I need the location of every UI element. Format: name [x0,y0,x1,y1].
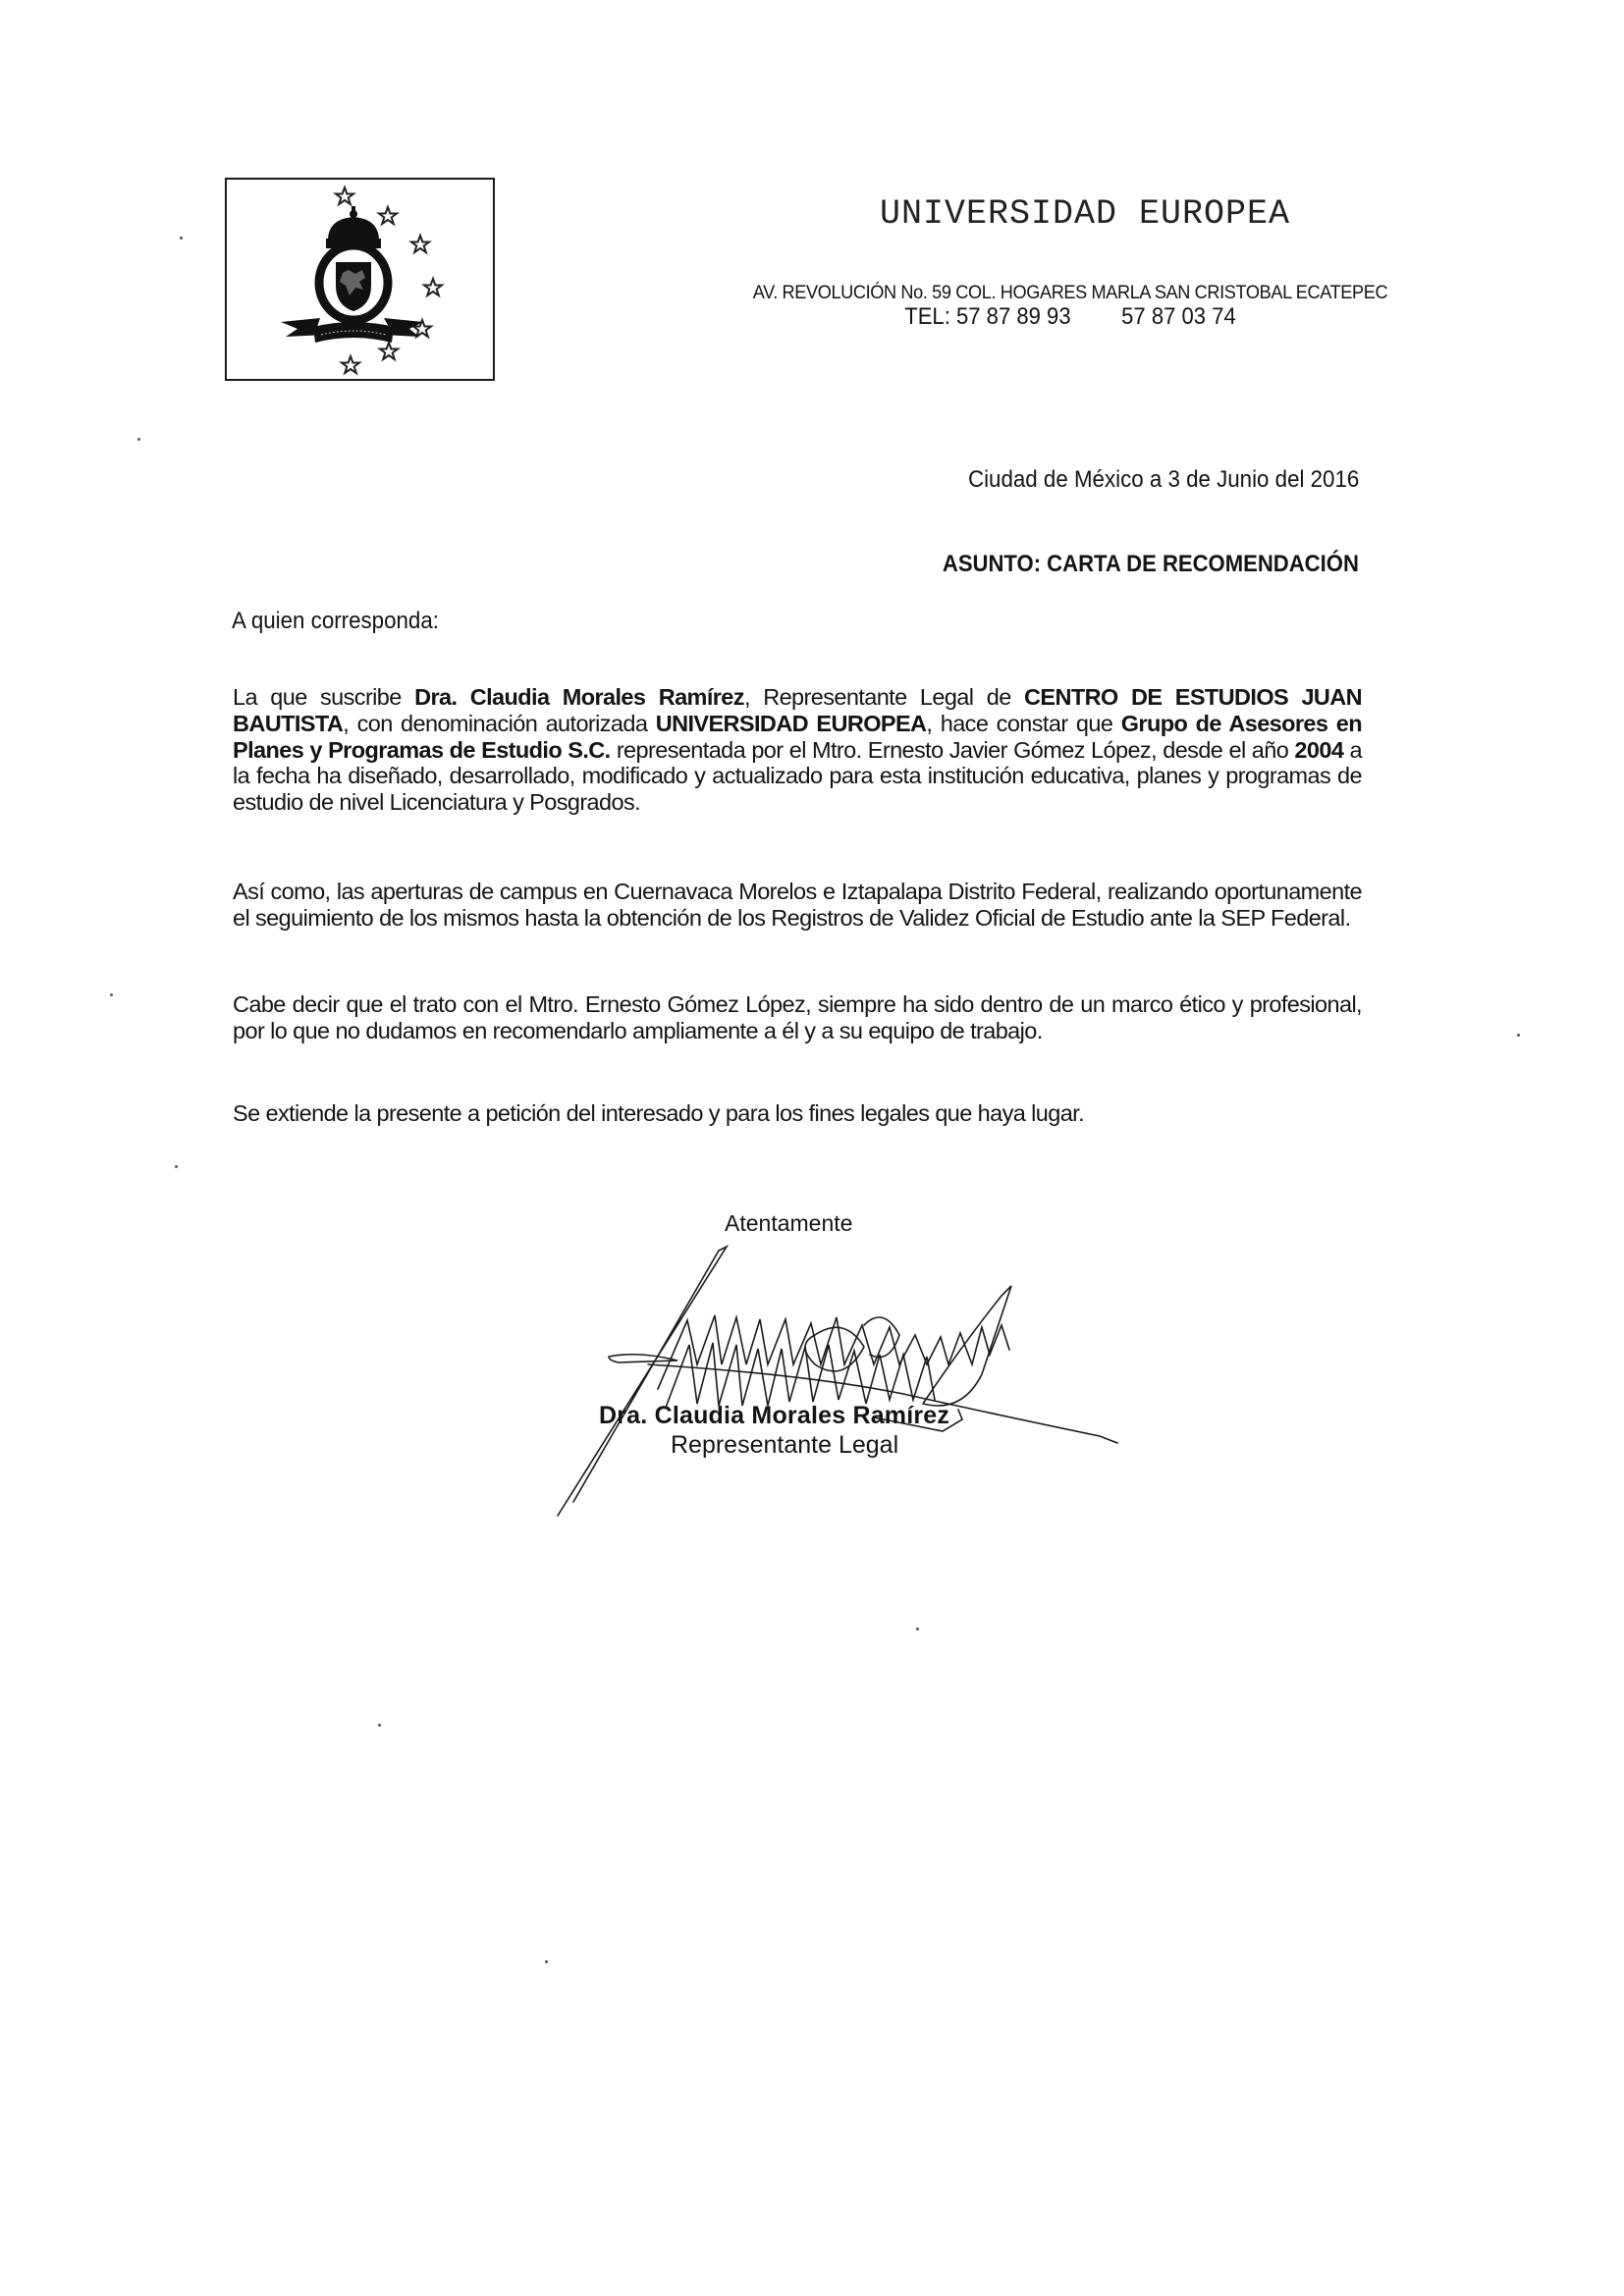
body-paragraph-2: Así como, las aperturas de campus en Cuernavaca Morelos e Iztapalapa Distrito Federal, realizando oportunamente el seguimiento de los mismos hasta la obtención de los Registros de Validez Oficial de Estudio ante la SEP Federal. [233,879,1362,931]
scan-speck [1517,1034,1520,1037]
bold-run: 2004 [1294,736,1344,763]
closing: Atentamente [725,1210,853,1236]
star-icon [342,356,359,373]
text-run: , Representante Legal de [743,684,1025,710]
scan-speck [916,1628,919,1630]
bold-run: UNIVERSIDAD EUROPEA [655,710,927,736]
text-run: La que suscribe [233,684,415,710]
phone-secondary: 57 87 03 74 [1121,303,1236,330]
date-line: Ciudad de México a 3 de Junio del 2016 [967,466,1359,493]
subject-line: ASUNTO: CARTA DE RECOMENDACIÓN [942,551,1359,577]
university-crest-icon [227,180,492,378]
star-icon [411,236,429,252]
handwritten-signature-icon [550,1217,1159,1541]
institution-phones [718,303,1423,331]
body-paragraph-1 [233,684,1362,816]
scan-speck [137,438,140,441]
scan-speck [110,993,113,996]
logo-frame [225,178,495,381]
institution-name: UNIVERSIDAD EUROPEA [879,194,1291,234]
scan-speck [545,1960,548,1963]
signer-role: Representante Legal [671,1431,899,1459]
text-run: a la fecha ha diseñado, desarrollado, modificado y actualizado para esta institución educativa, planes y programas de estudio de nivel Licenciatura y Posgrados. [233,736,1363,816]
bold-run: CENTRO DE ESTUDIOS JUAN BAUTISTA [233,684,1363,736]
star-icon [379,207,397,224]
phone-primary: TEL: 57 87 89 93 [904,303,1071,330]
salutation: A quien corresponda: [232,608,439,634]
signer-name: Dra. Claudia Morales Ramírez [599,1402,950,1429]
scan-speck [175,1165,178,1168]
star-icon [336,187,353,204]
body-paragraph-3: Cabe decir que el trato con el Mtro. Ernesto Gómez López, siempre ha sido dentro de un marco ético y profesional, por lo que no dudamos en recomendarlo ampliamente a él y a su equipo de trabajo. [233,991,1362,1043]
bold-run: Dra. Claudia Morales Ramírez [414,684,744,710]
bold-run: Grupo de Asesores en Planes y Programas de Estudio S.C. [233,710,1362,763]
institution-address: AV. REVOLUCIÓN No. 59 COL. HOGARES MARLA SAN CRISTOBAL ECATEPEC [752,282,1388,303]
star-icon [424,279,442,295]
scan-speck [378,1724,381,1727]
scan-speck [180,237,183,240]
text-run: , con denominación autorizada [343,710,656,736]
star-icon [380,343,398,359]
text-run: , hace constar que [926,710,1121,736]
body-paragraph-4: Se extiende la presente a petición del interesado y para los fines legales que haya lugar. [233,1100,1085,1126]
text-run: representada por el Mtro. Ernesto Javier Gómez López, desde el año [610,736,1295,763]
crest-shield-icon [319,245,388,326]
